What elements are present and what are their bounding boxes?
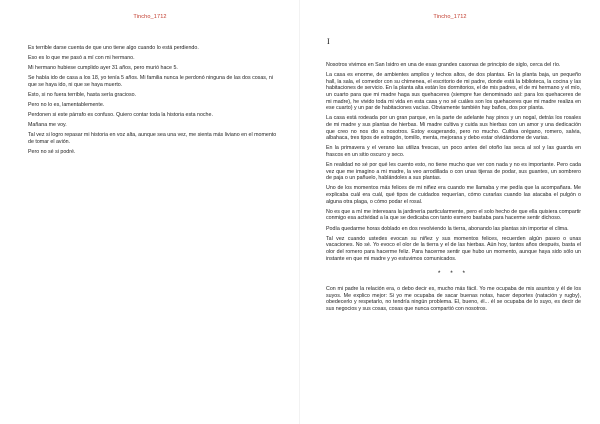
paragraph: Tal vez cuando ustedes evocan su niñez y sus momentos felices, recuerden algún paseo o unas vacaciones. No sé. Yo evoco el olor de la tierra y el de las hierbas. Aún hoy, tantos años después, basta el olor del romero para hacerme feliz. Para hacerme sentir que hubo un momento, aunque haya sido sólo un instante en que mi madre y yo estuvimos comunicados. <box>326 235 581 262</box>
page-header: Tincho_1712 <box>433 14 467 20</box>
paragraph: La casa es enorme, de ambientes amplios y techos altos, de dos plantas. En la planta baja, un pequeño hall, la sala, el comedor con su chimenea, el escritorio de mi padre, donde está la biblioteca, la cocina y las habitaciones de servicio. En la planta alta están los dormitorios, el de mis padres, el de mi hermano y el mío, un cuarto para que mi madre haga sus quehaceres (siempre fue denominado así: para los quehaceres de mi madre), he vivido toda mi vida en esta casa y no sé cuáles son los quehaceres que mi madre realiza en ese cuarto) y un par de habitaciones vacías. Obviamente también hay baños, dos por planta. <box>326 72 581 112</box>
paragraph: Pero no lo es, lamentablemente. <box>28 102 105 109</box>
page-header: Tincho_1712 <box>133 14 167 20</box>
paragraph: Nosotros vivimos en San Isidro en una de esas grandes casonas de principio de siglo, cerca del río. <box>326 62 561 68</box>
paragraph: En realidad no sé por qué les cuento esto, no tiene mucho que ver con nada y no es importante. Pero cada vez que me imagino a mi madre, la veo arrodillada o con unas tijeras de podar, sus guantes, un sombrero de paja o un pañuelo, hablándoles a sus plantas. <box>326 162 581 182</box>
paragraph: Mi hermano hubiese cumplido ayer 31 años, pero murió hace 5. <box>28 65 178 72</box>
paragraph: Es terrible darse cuenta de que uno tiene algo cuando lo está perdiendo. <box>28 45 199 51</box>
paragraph: No es que a mí me interesara la jardinería particularmente, pero el solo hecho de que ella quisiera compartir conmigo esa actividad a la que se dedicaba con tanto esmero bastaba para hacerme sentir dichoso. <box>326 208 581 222</box>
paragraph: Eso es lo que me pasó a mí con mi hermano. <box>28 55 135 62</box>
paragraph: Pero no sé si podré. <box>28 149 76 156</box>
paragraph: Mañana me voy. <box>28 122 67 129</box>
right-page-text <box>326 62 581 316</box>
paragraph: Podía quedarme horas doblado en dos revolviendo la tierra, abonando las plantas sin importar el clima. <box>326 225 569 232</box>
paragraph: Tal vez si logro repasar mi historia en voz alta, aunque sea una vez, me sienta más liviano en el momento de tomar el avión. <box>28 132 277 145</box>
section-separator: * * * <box>437 270 470 278</box>
left-page-text <box>28 45 278 159</box>
paragraph: Se había ido de casa a los 18, yo tenía 5 años. Mi familia nunca le perdonó ninguna de las dos cosas, ni que se haya ido, ni que se haya muerto. <box>28 75 273 88</box>
chapter-number: I <box>327 37 330 46</box>
paragraph: Esto, si no fuera terrible, hasta sería gracioso. <box>28 91 137 98</box>
paragraph: Uno de los momentos más felices de mi niñez era cuando me llamaba y me pedía que la acompañara. Me explicaba cuál era cuál, qué tipos de cuidados requerían, cómo curarlas cuando las atacaba el pulgón o alguna otra plaga, o cómo podar el rosal. <box>326 185 581 205</box>
paragraph: Con mi padre la relación era, o debo decir es, mucho más fácil. Yo me ocupaba de mis asuntos y él de los suyos. Me explico mejor: Si yo me ocupaba de sacar buenas notas, hacer deportes (natación y rugby), obedecerlo y respetarlo, no tendría ningún problema. El, bueno, él... él se ocupaba de lo suyo, es decir de sus negocios y sus cosas, cosas que nunca compartió con nosotros. <box>326 286 581 312</box>
right-page <box>300 0 600 424</box>
paragraph: En la primavera y el verano las utiliza frescas, un poco antes del otoño las seca al sol y las guarda en frascos en un sitio oscuro y seco. <box>326 145 581 158</box>
paragraph: La casa está rodeada por un gran parque, en la parte de adelante hay pinos y un nogal, detrás los rosales de mi madre y sus plantas de hierbas. Mi madre cultiva y cuida sus hierbas con un amor y una dedicación que creo no nos dio a nosotros. Estoy exagerando, pero no mucho. Cultiva orégano, romero, salvia, albahaca, tres tipos de estragón, tomillo, menta, mejorana y debo estar olvidándome de varias. <box>326 115 581 142</box>
paragraph: Perdonen si este párrafo es confuso. Quiero contar toda la historia esta noche. <box>28 112 213 119</box>
